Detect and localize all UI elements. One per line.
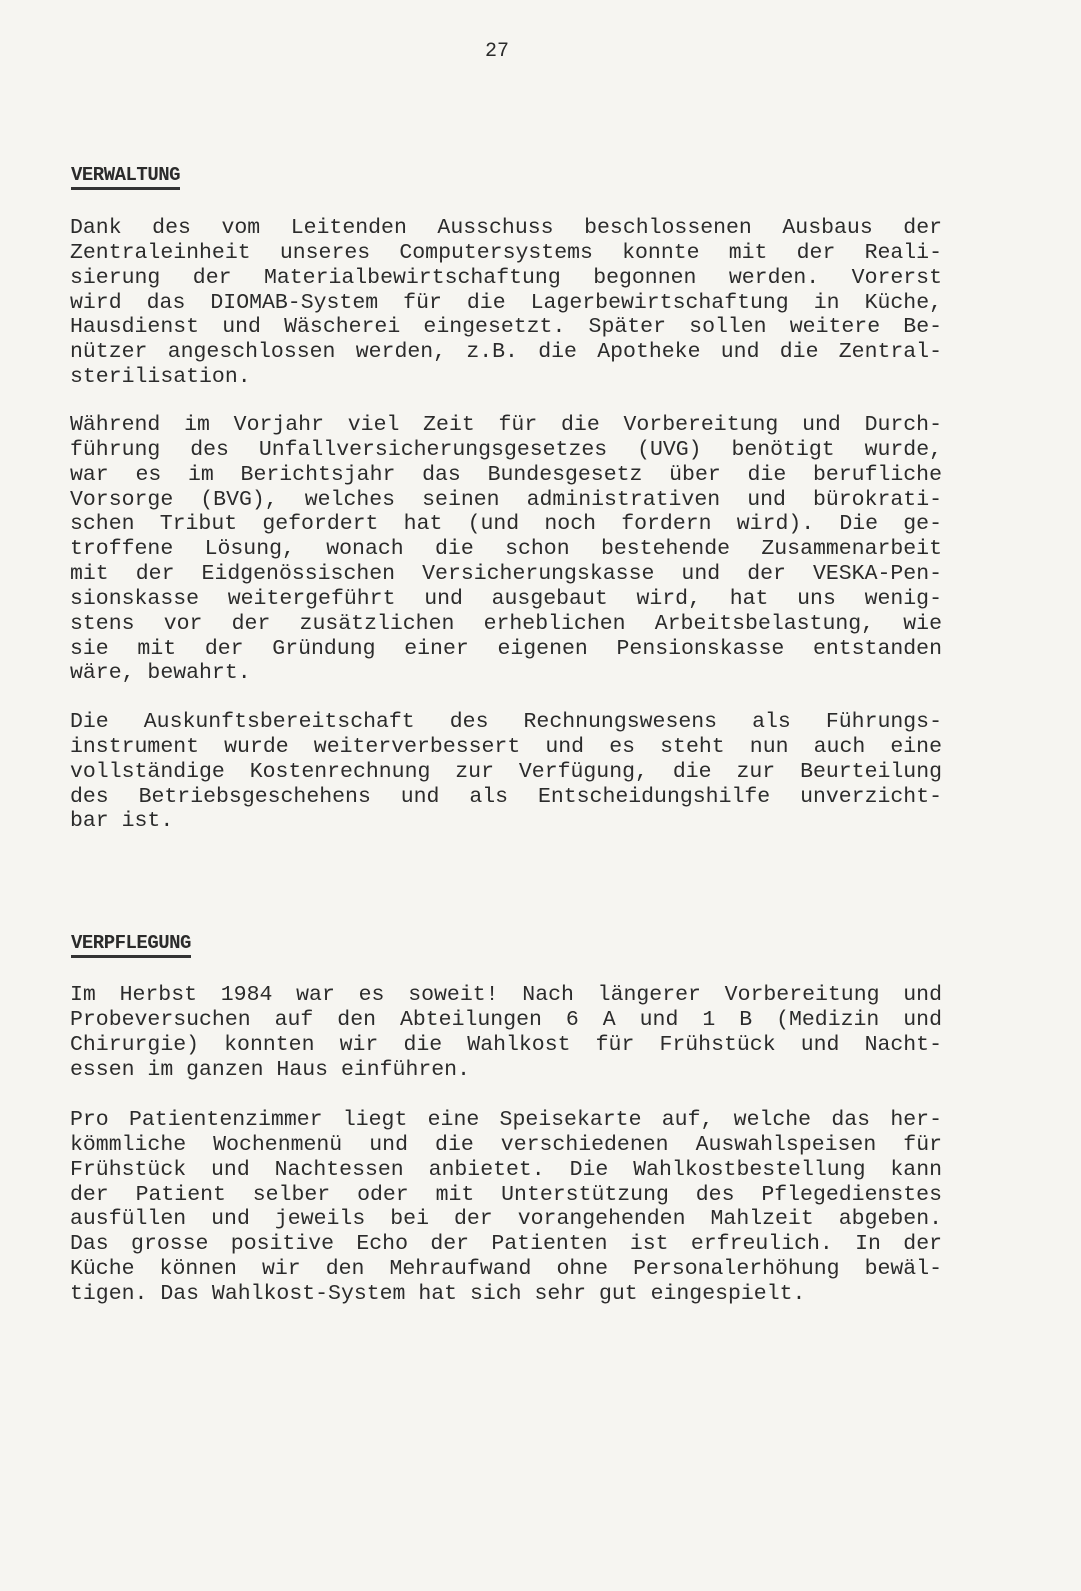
section-heading-verwaltung: VERWALTUNG — [71, 164, 180, 190]
text-line: mit der Eidgenössischen Versicherungskasse und der VESKA-Pen- — [70, 562, 942, 587]
text-line: Pro Patientenzimmer liegt eine Speisekarte auf, welche das her- — [70, 1108, 942, 1132]
text-line: wäre, bewahrt. — [70, 661, 251, 686]
page-number: 27 — [485, 40, 510, 63]
text-line: Probeversuchen auf den Abteilungen 6 A und 1 B (Medizin und — [70, 1007, 942, 1032]
text-line: führung des Unfallversicherungsgesetzes (UVG) benötigt wurde, — [70, 437, 942, 462]
text-line: stens vor der zusätzlichen erheblichen Arbeitsbelastung, wie — [70, 611, 942, 636]
text-line: Im Herbst 1984 war es soweit! Nach längerer Vorbereitung und — [70, 983, 942, 1007]
text-line: Zentraleinheit unseres Computersystems konnte mit der Reali- — [70, 240, 942, 265]
text-line: Die Auskunftsbereitschaft des Rechnungswesens als Führungs- — [70, 710, 942, 734]
text-line: war es im Berichtsjahr das Bundesgesetz über die berufliche — [70, 462, 942, 487]
text-line: ausfüllen und jeweils bei der vorangehenden Mahlzeit abgeben. — [70, 1207, 942, 1232]
text-line: Das grosse positive Echo der Patienten ist erfreulich. In der — [70, 1232, 942, 1257]
paragraph — [70, 1108, 942, 1307]
text-line: nützer angeschlossen werden, z.B. die Apotheke und die Zentral- — [70, 340, 942, 365]
text-line: wird das DIOMAB-System für die Lagerbewirtschaftung in Küche, — [70, 290, 942, 315]
text-line: Frühstück und Nachtessen anbietet. Die Wahlkostbestellung kann — [70, 1157, 942, 1182]
paragraph — [70, 710, 942, 834]
text-line: Vorsorge (BVG), welches seinen administrativen und bürokrati- — [70, 487, 942, 512]
paragraph — [70, 983, 942, 1082]
text-line: tigen. Das Wahlkost-System hat sich sehr gut eingespielt. — [70, 1281, 806, 1306]
text-line: troffene Lösung, wonach die schon bestehende Zusammenarbeit — [70, 537, 942, 562]
text-line: Chirurgie) konnten wir die Wahlkost für Frühstück und Nacht- — [70, 1032, 942, 1057]
text-line: des Betriebsgeschehens und als Entscheidungshilfe unverzicht- — [70, 784, 942, 809]
text-line: Küche können wir den Mehraufwand ohne Personalerhöhung bewäl- — [70, 1257, 942, 1282]
text-line: instrument wurde weiterverbessert und es steht nun auch eine — [70, 734, 942, 759]
paragraph — [70, 216, 942, 390]
text-line: bar ist. — [70, 809, 174, 834]
text-line: sterilisation. — [70, 365, 251, 390]
text-line: Während im Vorjahr viel Zeit für die Vorbereitung und Durch- — [70, 413, 942, 437]
text-line: schen Tribut gefordert hat (und noch fordern wird). Die ge- — [70, 512, 942, 537]
text-line: vollständige Kostenrechnung zur Verfügung, die zur Beurteilung — [70, 759, 942, 784]
text-line: Dank des vom Leitenden Ausschuss beschlossenen Ausbaus der — [70, 216, 942, 240]
text-line: sie mit der Gründung einer eigenen Pensionskasse entstanden — [70, 636, 942, 661]
text-line: kömmliche Wochenmenü und die verschiedenen Auswahlspeisen für — [70, 1132, 942, 1157]
paragraph — [70, 413, 942, 686]
section-heading-verpflegung: VERPFLEGUNG — [71, 932, 191, 958]
text-line: sionskasse weitergeführt und ausgebaut wird, hat uns wenig- — [70, 586, 942, 611]
text-line: sierung der Materialbewirtschaftung begonnen werden. Vorerst — [70, 265, 942, 290]
text-line: der Patient selber oder mit Unterstützung des Pflegedienstes — [70, 1182, 942, 1207]
text-line: Hausdienst und Wäscherei eingesetzt. Später sollen weitere Be- — [70, 315, 942, 340]
text-line: essen im ganzen Haus einführen. — [70, 1057, 470, 1082]
